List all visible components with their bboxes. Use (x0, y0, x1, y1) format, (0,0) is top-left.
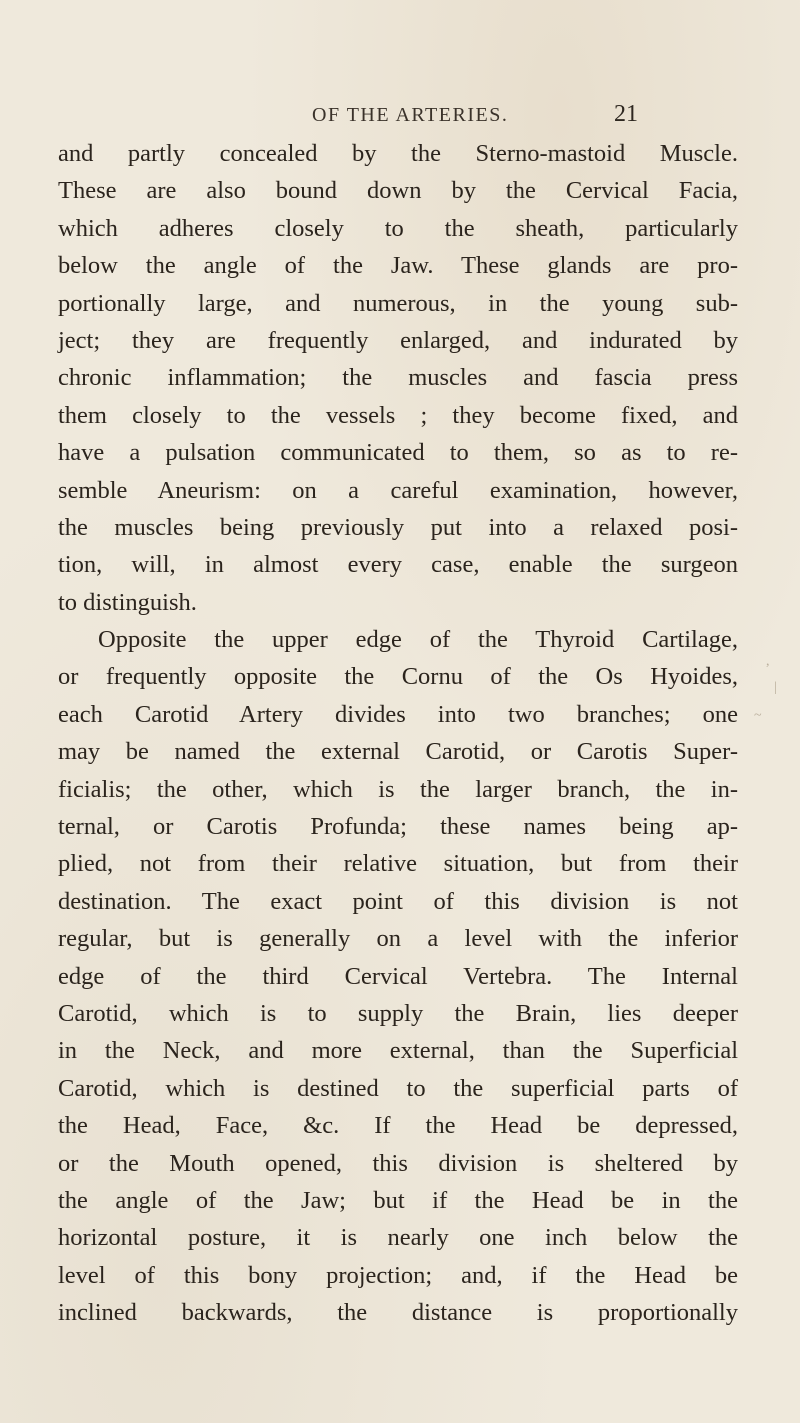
text-line: the Head, Face, &c. If the Head be depressed, (58, 1112, 738, 1140)
margin-bleed-through (752, 650, 792, 760)
text-line: tion, will, in almost every case, enable the surgeon (58, 551, 738, 579)
body-text (58, 135, 738, 1332)
text-line: and partly concealed by the Sterno-mastoid Muscle. (58, 140, 738, 167)
text-line: These are also bound down by the Cervical Facia, (58, 177, 738, 205)
text-line: may be named the external Carotid, or Carotis Super- (58, 738, 738, 766)
text-line: ternal, or Carotis Profunda; these names being ap- (58, 813, 738, 841)
text-line: level of this bony projection; and, if the Head be (58, 1261, 738, 1289)
text-line: in the Neck, and more external, than the Superficial (58, 1037, 738, 1065)
bleed-through-mark: | (774, 680, 777, 695)
text-line: chronic inflammation; the muscles and fascia press (58, 364, 738, 392)
bleed-through-mark: , (766, 654, 770, 669)
text-line: regular, but is generally on a level with the inferior (58, 925, 738, 953)
text-line: horizontal posture, it is nearly one inch below the (58, 1224, 738, 1252)
page-header (0, 101, 800, 138)
text-line: inclined backwards, the distance is proportionally (58, 1299, 738, 1327)
text-line: each Carotid Artery divides into two branches; one (58, 700, 738, 728)
text-line: ficialis; the other, which is the larger branch, the in- (58, 775, 738, 803)
text-line: have a pulsation communicated to them, so as to re- (58, 439, 738, 467)
text-line: the angle of the Jaw; but if the Head be in the (58, 1186, 738, 1214)
text-line: below the angle of the Jaw. These glands are pro- (58, 252, 738, 280)
text-line: them closely to the vessels ; they become fixed, and (58, 401, 738, 429)
text-line: Carotid, which is destined to the superficial parts of (58, 1074, 738, 1102)
text-line: ject; they are frequently enlarged, and indurated by (58, 326, 738, 354)
text-line: or the Mouth opened, this division is sheltered by (58, 1149, 738, 1177)
text-line: semble Aneurism: on a careful examination, however, (58, 476, 738, 504)
text-line: or frequently opposite the Cornu of the Os Hyoides, (58, 663, 738, 691)
text-line: which adheres closely to the sheath, particularly (58, 214, 738, 242)
text-line: to distinguish. (58, 588, 197, 616)
paragraph-start-line: Opposite the upper edge of the Thyroid Cartilage, (98, 626, 738, 654)
text-line: plied, not from their relative situation, but from their (58, 850, 738, 878)
bleed-through-mark: ~ (754, 708, 762, 723)
page-number: 21 (614, 101, 638, 127)
running-head: OF THE ARTERIES. (312, 104, 509, 126)
text-line: portionally large, and numerous, in the young sub- (58, 289, 738, 317)
text-line: the muscles being previously put into a relaxed posi- (58, 513, 738, 541)
text-line: edge of the third Cervical Vertebra. The Internal (58, 962, 738, 990)
text-line: destination. The exact point of this division is not (58, 887, 738, 915)
text-line: Carotid, which is to supply the Brain, lies deeper (58, 999, 738, 1027)
